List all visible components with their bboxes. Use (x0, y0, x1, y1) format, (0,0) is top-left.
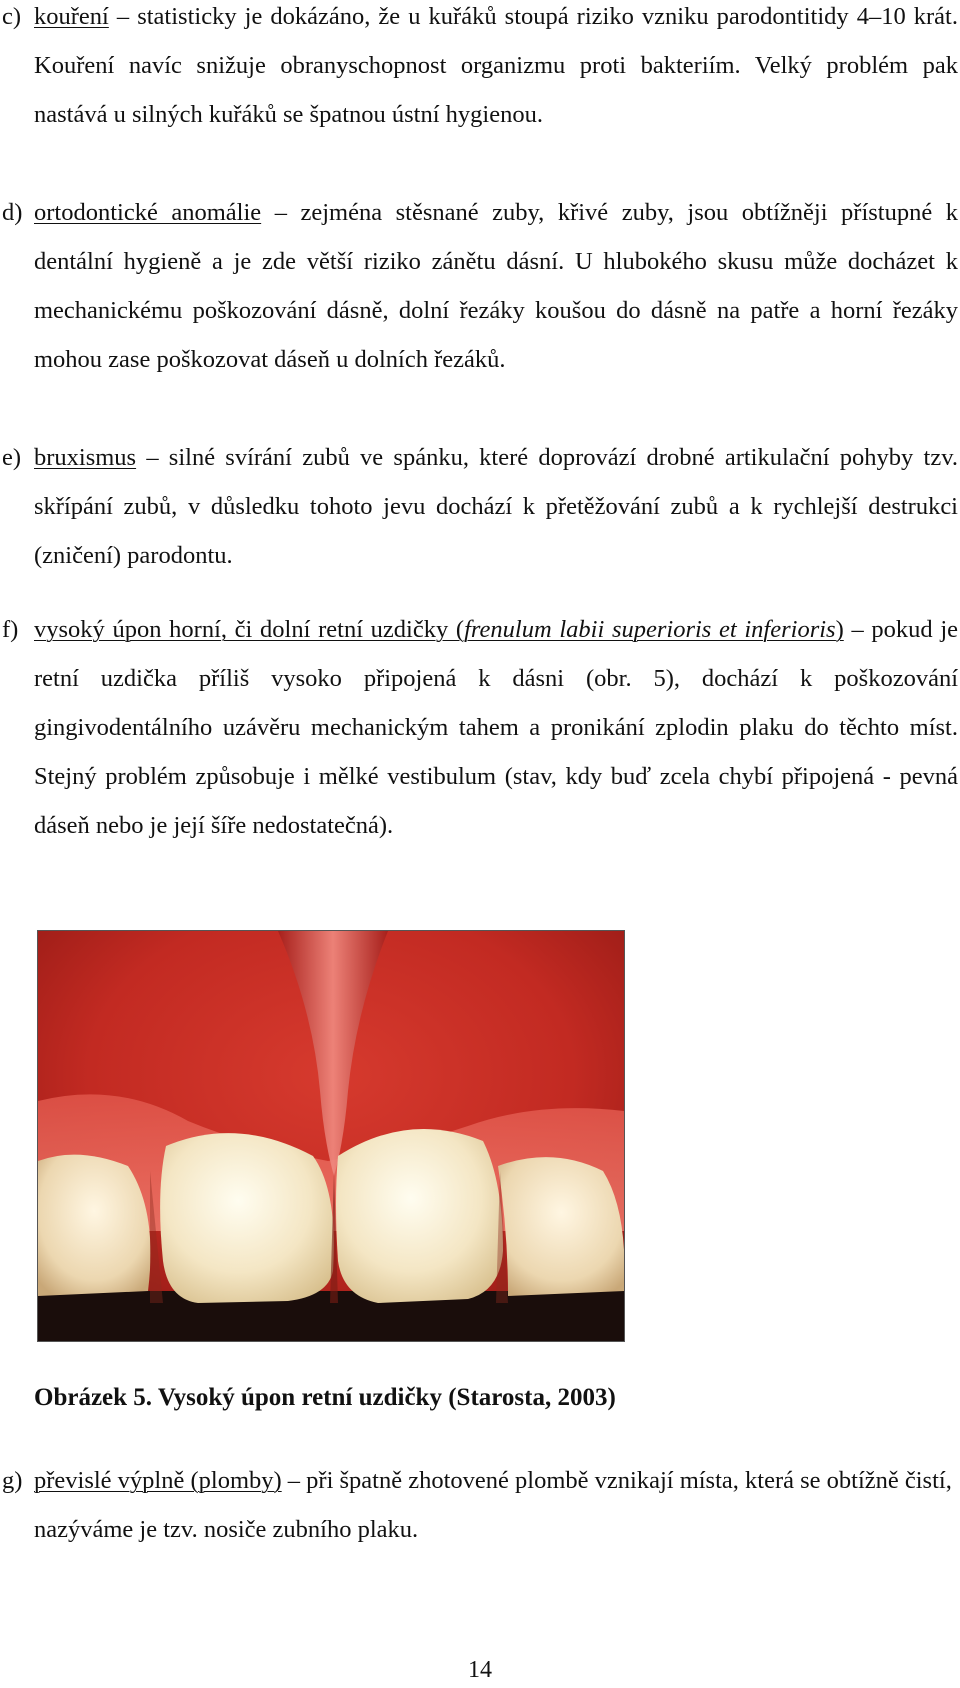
list-item-term: bruxismus (34, 444, 137, 471)
list-item-term: kouření (34, 3, 109, 30)
figure-caption: Obrázek 5. Vysoký úpon retní uzdičky (Starosta, 2003) (34, 1384, 616, 1411)
list-marker: d) (2, 199, 23, 226)
frenulum-photo-illustration (38, 931, 624, 1341)
list-item-body (34, 1456, 958, 1554)
list-marker: e) (2, 444, 22, 471)
list-item-c (0, 0, 958, 139)
list-item-text: – při špatně zhotovené plombě vznikají místa, která se obtížně čistí, nazýváme je tzv. nosiče zubního plaku. (34, 1467, 952, 1543)
list-item-term-close: ) (835, 616, 844, 643)
list-item-term: ortodontické anomálie (34, 199, 262, 226)
list-item-d (0, 188, 958, 384)
list-item-body (34, 0, 958, 139)
list-item-g (0, 1456, 958, 1554)
page-number: 14 (468, 1657, 492, 1683)
list-item-term-latin: frenulum labii superioris et inferioris (464, 616, 836, 643)
list-item-f (0, 605, 958, 850)
list-item-body (34, 433, 958, 580)
list-item-body (34, 605, 958, 850)
list-item-text: – pokud je retní uzdička příliš vysoko připojená k dásni (obr. 5), dochází k poškozování gingivodentálního uzávěru mechanickým tahem a pronikání zplodin plaku do těchto míst. Stejný problém způsobuje i mělké vestibulum (stav, kdy buď zcela chybí připojená - pevná dáseň nebo je její šíře nedostatečná). (34, 616, 959, 839)
list-item-term: vysoký úpon horní, či dolní retní uzdičky ( (34, 616, 465, 643)
list-item-text: – zejména stěsnané zuby, křivé zuby, jsou obtížněji přístupné k dentální hygieně a je zde větší riziko zánětu dásní. U hlubokého skusu může docházet k mechanickému poškozování dásně, dolní řezáky koušou do dásně na patře a horní řezáky mohou zase poškozovat dáseň u dolních řezáků. (34, 199, 958, 373)
list-marker: c) (2, 3, 22, 30)
list-item-text: – statisticky je dokázáno, že u kuřáků stoupá riziko vzniku parodontitidy 4–10 krát. Kouření navíc snižuje obranyschopnost organizmu proti bakteriím. Velký problém pak nastává u silných kuřáků se špatnou ústní hygienou. (34, 3, 958, 128)
list-item-body (34, 188, 958, 384)
list-marker: f) (2, 616, 19, 643)
list-item-text: – silné svírání zubů ve spánku, které doprovází drobné artikulační pohyby tzv. skřípání zubů, v důsledku tohoto jevu dochází k přetěžování zubů a k rychlejší destrukci (zničení) parodontu. (34, 444, 958, 569)
list-marker: g) (2, 1467, 23, 1494)
figure-photo (37, 930, 625, 1342)
list-item-e (0, 433, 958, 580)
list-item-term: převislé výplně (plomby) (34, 1467, 282, 1494)
